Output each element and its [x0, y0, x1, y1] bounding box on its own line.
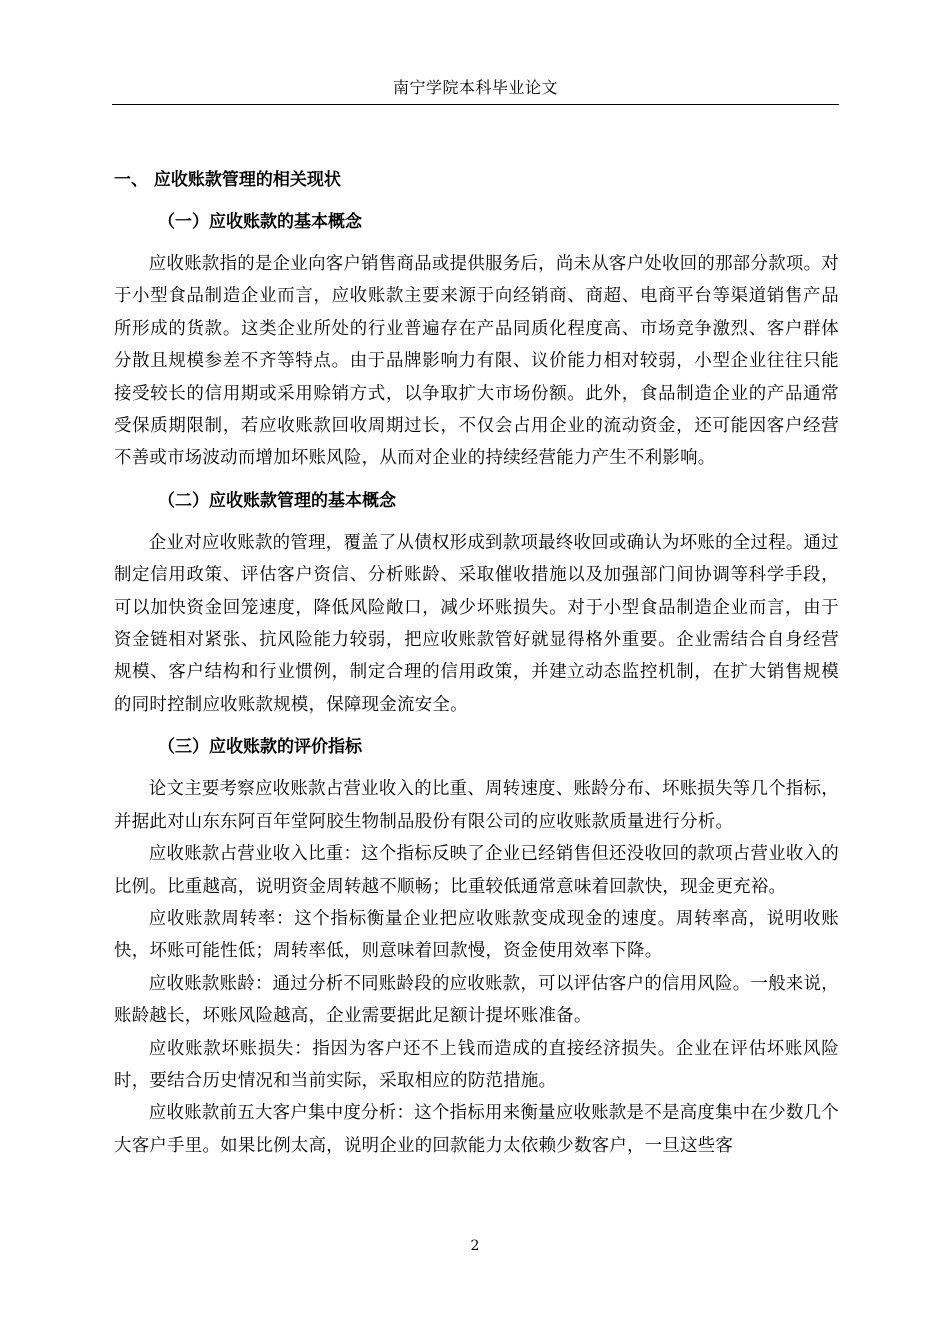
header-rule	[112, 104, 839, 105]
paragraph: 应收账款指的是企业向客户销售商品或提供服务后，尚未从客户处收回的那部分款项。对于小型食品制造企业而言，应收账款主要来源于向经销商、商超、电商平台等渠道销售产品所形成的货款。这类企业所处的行业普遍存在产品同质化程度高、市场竞争激烈、客户群体分散且规模参差不齐等特点。由于品牌影响力有限、议价能力相对较弱，小型企业往往只能接受较长的信用期或采用赊销方式，以争取扩大市场份额。此外，食品制造企业的产品通常受保质期限制，若应收账款回收周期过长，不仅会占用企业的流动资金，还可能因客户经营不善或市场波动而增加坏账风险，从而对企业的持续经营能力产生不利影响。	[114, 254, 839, 469]
subsection-heading-1: （一）应收账款的基本概念	[158, 212, 362, 232]
paragraph: 企业对应收账款的管理，覆盖了从债权形成到款项最终收回或确认为坏账的全过程。通过制定信用政策、评估客户资信、分析账龄、采取催收措施以及加强部门间协调等科学手段，可以加快资金回笼速度，降低风险敞口，减少坏账损失。对于小型食品制造企业而言，由于资金链相对紧张、抗风险能力较弱，把应收账款管好就显得格外重要。企业需结合自身经营规模、客户结构和行业惯例，制定合理的信用政策，并建立动态监控机制，在扩大销售规模的同时控制应收账款规模，保障现金流安全。	[114, 532, 839, 715]
subsection-heading-3: （三）应收账款的评价指标	[158, 737, 362, 758]
paragraph: 应收账款坏账损失：指因为客户还不上钱而造成的直接经济损失。企业在评估坏账风险时，要结合历史情况和当前实际，采取相应的防范措施。	[114, 1038, 839, 1091]
page-content	[114, 164, 839, 1162]
paragraph: 应收账款前五大客户集中度分析：这个指标用来衡量应收账款是不是高度集中在少数几个大客户手里。如果比例太高，说明企业的回款能力太依赖少数客户，一旦这些客	[114, 1103, 839, 1156]
section-heading: 一、 应收账款管理的相关现状	[114, 170, 341, 190]
paragraph: 论文主要考察应收账款占营业收入的比重、周转速度、账龄分布、坏账损失等几个指标，并据此对山东东阿百年堂阿胶生物制品股份有限公司的应收账款质量进行分析。	[114, 779, 839, 832]
paragraph: 应收账款周转率：这个指标衡量企业把应收账款变成现金的速度。周转率高，说明收账快，坏账可能性低；周转率低，则意味着回款慢，资金使用效率下降。	[114, 908, 839, 962]
paragraph: 应收账款账龄：通过分析不同账龄段的应收账款，可以评估客户的信用风险。一般来说，账龄越长，坏账风险越高，企业需要据此足额计提坏账准备。	[114, 973, 839, 1027]
paragraph: 应收账款占营业收入比重：这个指标反映了企业已经销售但还没收回的款项占营业收入的比例。比重越高，说明资金周转越不顺畅；比重较低通常意味着回款快，现金更充裕。	[114, 844, 839, 897]
page-header: 南宁学院本科毕业论文	[392, 78, 558, 97]
page-number: 2	[470, 1238, 480, 1254]
subsection-heading-2: （二）应收账款管理的基本概念	[158, 490, 396, 511]
